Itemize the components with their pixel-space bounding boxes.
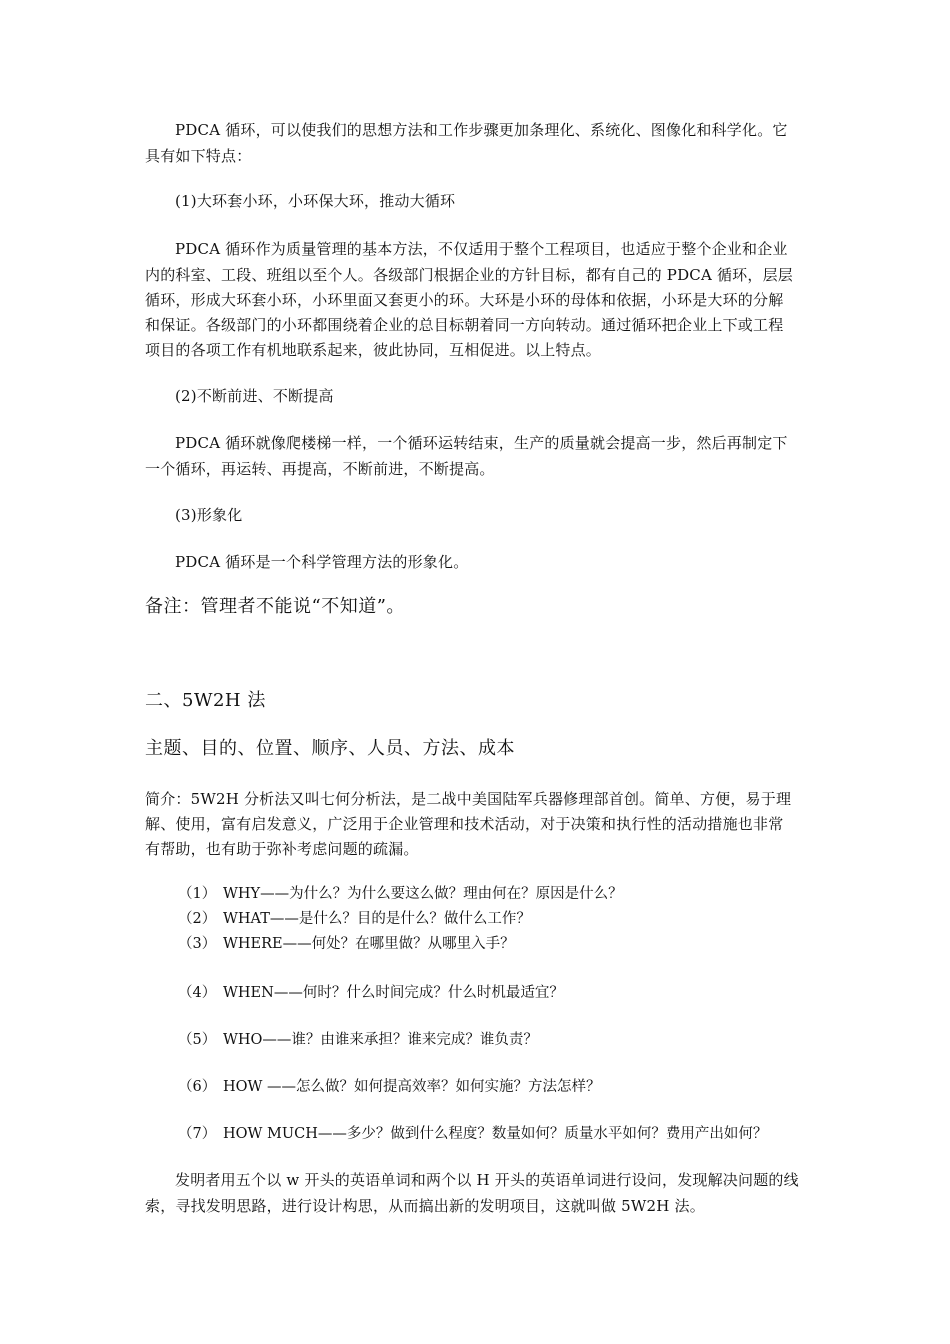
list-item-number: （7）: [178, 1126, 217, 1142]
list-item-how-much: [178, 1124, 767, 1144]
list-item-when: [178, 983, 564, 1003]
note-line: 备注：管理者不能说“不知道”。: [145, 596, 405, 617]
list-item-where: [178, 934, 515, 954]
feature-1-body-line-2: 内的科室、工段、班组以至个人。各级部门根据企业的方针目标，都有自己的 PDCA 循环，层层: [145, 266, 793, 284]
w2h-intro-line-3: 有帮助，也有助于弥补考虑问题的疏漏。: [145, 840, 419, 858]
list-item-number: （5）: [178, 1032, 217, 1048]
section-heading-5w2h: 二、5W2H 法: [145, 690, 266, 711]
list-item-number: （6）: [178, 1079, 217, 1095]
section-subheading: 主题、目的、位置、顺序、人员、方法、成本: [145, 738, 515, 759]
list-item-text: HOW ——怎么做？如何提高效率？如何实施？方法怎样？: [223, 1079, 601, 1095]
conclusion-line-2: 索，寻找发明思路，进行设计构思，从而搞出新的发明项目，这就叫做 5W2H 法。: [145, 1197, 705, 1215]
pdca-intro-line-2: 具有如下特点：: [145, 147, 252, 165]
feature-2-body-line-1: PDCA 循环就像爬楼梯一样，一个循环运转结束，生产的质量就会提高一步，然后再制定下: [175, 434, 788, 452]
w2h-intro-line-1: 简介：5W2H 分析法又叫七何分析法，是二战中美国陆军兵器修理部首创。简单、方便，易于理: [145, 790, 792, 808]
feature-1-body-line-4: 和保证。各级部门的小环都围绕着企业的总目标朝着同一方向转动。通过循环把企业上下或工程: [145, 316, 784, 334]
list-item-number: （3）: [178, 936, 217, 952]
list-item-text: WHAT——是什么？目的是什么？做什么工作？: [223, 911, 531, 927]
feature-1-body-line-1: PDCA 循环作为质量管理的基本方法，不仅适用于整个工程项目，也适应于整个企业和企业: [175, 240, 788, 258]
pdca-intro-line-1: PDCA 循环，可以使我们的思想方法和工作步骤更加条理化、系统化、图像化和科学化。它: [175, 121, 788, 139]
conclusion-line-1: 发明者用五个以 w 开头的英语单词和两个以 H 开头的英语单词进行设问，发现解决问题的线: [175, 1171, 799, 1189]
feature-2-title: (2)不断前进、不断提高: [175, 387, 334, 405]
list-item-text: WHERE——何处？在哪里做？从哪里入手？: [223, 936, 515, 952]
list-item-text: WHY——为什么？为什么要这么做？理由何在？原因是什么？: [223, 886, 623, 902]
list-item-who: [178, 1030, 538, 1050]
feature-1-title: (1)大环套小环，小环保大环，推动大循环: [175, 192, 456, 210]
list-item-text: WHEN——何时？什么时间完成？什么时机最适宜？: [223, 985, 564, 1001]
feature-3-body: PDCA 循环是一个科学管理方法的形象化。: [175, 553, 469, 571]
feature-3-title: (3)形象化: [175, 506, 243, 524]
list-item-why: [178, 884, 623, 904]
list-item-text: WHO——谁？由谁来承担？谁来完成？谁负责？: [223, 1032, 538, 1048]
feature-1-body-line-5: 项目的各项工作有机地联系起来，彼此协同，互相促进。以上特点。: [145, 341, 602, 359]
list-item-number: （1）: [178, 886, 217, 902]
list-item-number: （2）: [178, 911, 217, 927]
list-item-text: HOW MUCH——多少？做到什么程度？数量如何？质量水平如何？费用产出如何？: [223, 1126, 768, 1142]
w2h-intro-line-2: 解、使用，富有启发意义，广泛用于企业管理和技术活动，对于决策和执行性的活动措施也非常: [145, 815, 784, 833]
feature-1-body-line-3: 循环，形成大环套小环，小环里面又套更小的环。大环是小环的母体和依据，小环是大环的分解: [145, 291, 784, 309]
list-item-what: [178, 909, 531, 929]
list-item-how: [178, 1077, 601, 1097]
feature-2-body-line-2: 一个循环，再运转、再提高，不断前进，不断提高。: [145, 460, 495, 478]
list-item-number: （4）: [178, 985, 217, 1001]
